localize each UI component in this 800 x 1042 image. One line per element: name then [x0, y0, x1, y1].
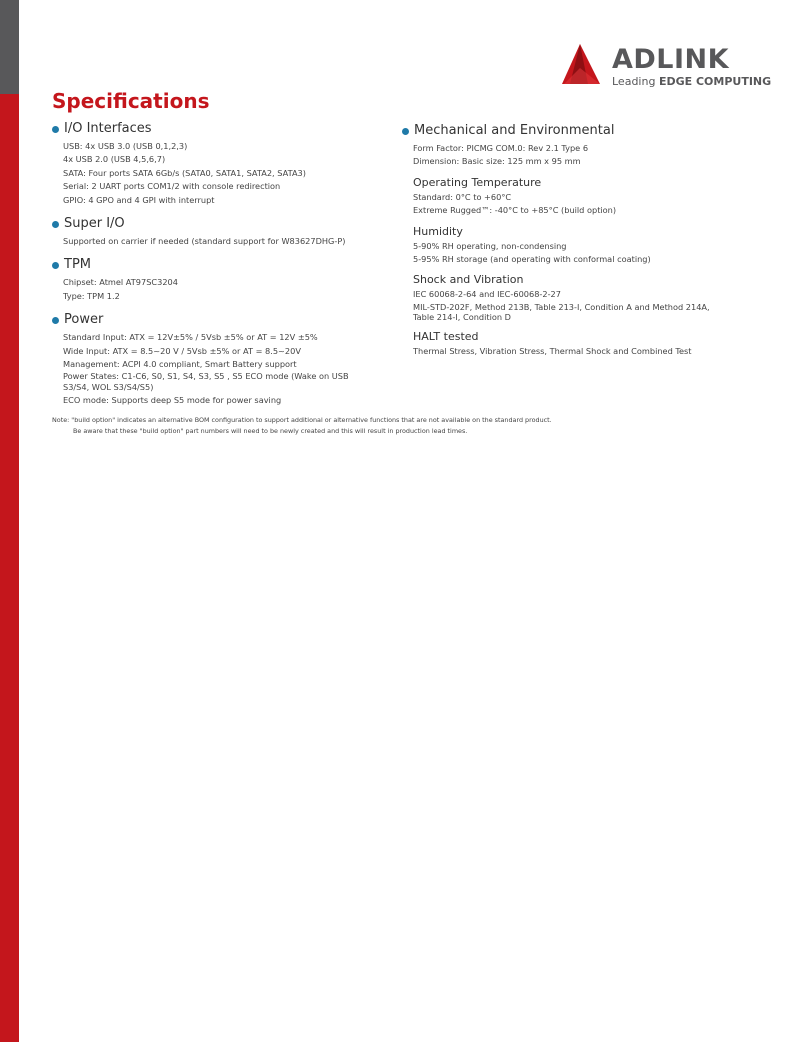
- subsection-title: Shock and Vibration: [413, 273, 524, 287]
- spec-line: Standard Input: ATX = 12V±5% / 5Vsb ±5% or AT = 12V ±5%: [63, 332, 318, 343]
- footnote-line: Note: "build option" indicates an alternative BOM configuration to support additional or alternative functions that are not available on the standard product.: [52, 416, 552, 424]
- page-title: Specifications: [52, 89, 210, 113]
- section-title: I/O Interfaces: [64, 121, 152, 136]
- subsection-title: Humidity: [413, 224, 463, 238]
- left-strip: [0, 94, 19, 1042]
- spec-line: Extreme Rugged™: -40°C to +85°C (build option): [413, 205, 617, 216]
- spec-line: USB: 4x USB 3.0 (USB 0,1,2,3): [63, 141, 188, 151]
- section-super-io: [52, 215, 382, 248]
- subsection-title: HALT tested: [413, 329, 479, 343]
- section-mechanical-environmental: [402, 122, 732, 358]
- subsection-title: Operating Temperature: [413, 175, 542, 189]
- spec-line: Type: TPM 1.2: [63, 290, 120, 301]
- spec-line: Standard: 0°C to +60°C: [413, 191, 512, 202]
- footnote: [52, 415, 752, 437]
- spec-line: 5-95% RH storage (and operating with conformal coating): [413, 254, 651, 265]
- spec-line: Serial: 2 UART ports COM1/2 with console redirection: [63, 181, 281, 192]
- bullet-icon: [52, 126, 59, 133]
- right-column: [402, 122, 732, 366]
- spec-line: Dimension: Basic size: 125 mm x 95 mm: [413, 156, 581, 167]
- logo-wordmark: ADLINK: [612, 44, 730, 75]
- section-title: Super I/O: [64, 216, 125, 232]
- spec-line: Power States: C1-C6, S0, S1, S4, S3, S5 , S5 ECO mode (Wake on USB S3/S4, WOL S3/S4/S5): [63, 371, 349, 392]
- logo-triangle-icon: [560, 44, 606, 84]
- spec-line: SATA: Four ports SATA 6Gb/s (SATA0, SATA1, SATA2, SATA3): [63, 167, 306, 178]
- section-power: [52, 311, 382, 408]
- spec-line: Management: ACPI 4.0 compliant, Smart Battery support: [63, 359, 297, 370]
- section-io-interfaces: [52, 120, 382, 207]
- bullet-icon: [52, 221, 59, 228]
- spec-line: MIL-STD-202F, Method 213B, Table 213-I, Condition A and Method 214A, Table 214-I, Condition D: [413, 301, 710, 323]
- left-strip-top: [0, 0, 19, 94]
- spec-line: Form Factor: PICMG COM.0: Rev 2.1 Type 6: [413, 143, 589, 153]
- section-title: Power: [64, 312, 104, 328]
- section-title: Mechanical and Environmental: [414, 123, 615, 138]
- spec-line: Thermal Stress, Vibration Stress, Thermal Shock and Combined Test: [413, 345, 692, 356]
- bullet-icon: [402, 128, 409, 135]
- footnote-line: Be aware that these "build option" part numbers will need to be newly created and this will result in production lead times.: [73, 427, 468, 435]
- spec-line: Supported on carrier if needed (standard support for W83627DHG-P): [63, 236, 346, 247]
- left-column: [52, 120, 382, 416]
- section-title: TPM: [64, 257, 91, 273]
- adlink-logo: [560, 44, 772, 94]
- logo-tagline: Leading EDGE COMPUTING: [612, 75, 772, 88]
- spec-line: Chipset: Atmel AT97SC3204: [63, 277, 178, 288]
- spec-line: 5-90% RH operating, non-condensing: [413, 240, 567, 251]
- bullet-icon: [52, 262, 59, 269]
- spec-line: 4x USB 2.0 (USB 4,5,6,7): [63, 154, 166, 165]
- spec-line: IEC 60068-2-64 and IEC-60068-2-27: [413, 289, 561, 300]
- section-tpm: [52, 256, 382, 303]
- spec-line: ECO mode: Supports deep S5 mode for power saving: [63, 395, 282, 406]
- spec-line: GPIO: 4 GPO and 4 GPI with interrupt: [63, 194, 215, 205]
- spec-line: Wide Input: ATX = 8.5~20 V / 5Vsb ±5% or AT = 8.5~20V: [63, 345, 301, 356]
- bullet-icon: [52, 317, 59, 324]
